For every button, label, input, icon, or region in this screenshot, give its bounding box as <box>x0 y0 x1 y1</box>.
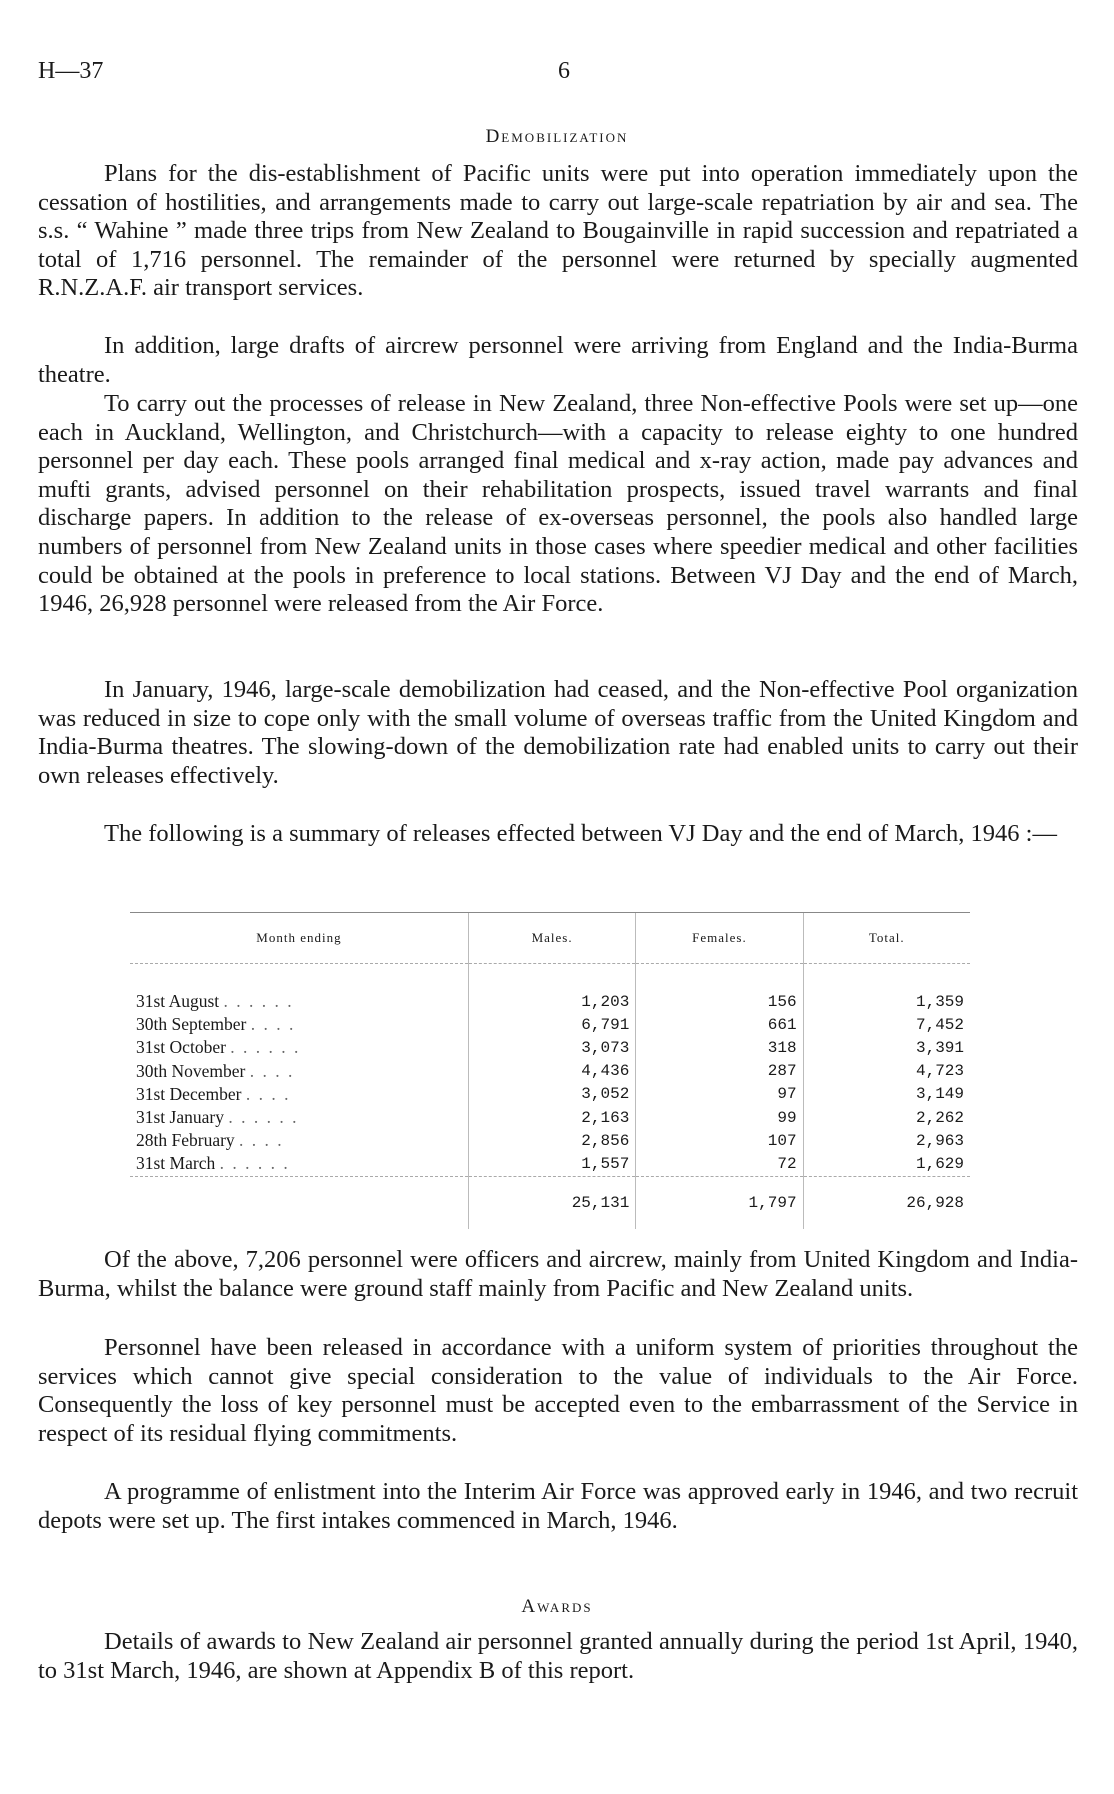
table-row <box>130 1083 970 1106</box>
table-spacer-row <box>130 964 970 991</box>
total-cell: 1,359 <box>803 990 970 1013</box>
month-cell <box>130 1060 468 1083</box>
table-row <box>130 990 970 1013</box>
section-heading-awards: Awards <box>521 1596 593 1617</box>
header-month-ending: Month ending <box>130 913 468 964</box>
month-cell <box>130 1013 468 1036</box>
month-cell <box>130 1152 468 1176</box>
females-cell: 287 <box>636 1060 803 1083</box>
females-cell: 99 <box>636 1106 803 1129</box>
leader-dots: . . . . . . <box>230 1037 301 1058</box>
males-cell: 3,073 <box>468 1036 635 1059</box>
grand-total-cell: 26,928 <box>803 1176 970 1229</box>
total-cell: 3,149 <box>803 1083 970 1106</box>
males-cell: 3,052 <box>468 1083 635 1106</box>
males-cell: 4,436 <box>468 1060 635 1083</box>
females-cell: 97 <box>636 1083 803 1106</box>
page-header <box>38 58 1078 92</box>
month-cell <box>130 1083 468 1106</box>
section-heading-demobilization: Demobilization <box>485 126 629 147</box>
table-totals-row <box>130 1176 970 1229</box>
month-label: 31st October <box>136 1037 226 1058</box>
females-cell: 156 <box>636 990 803 1013</box>
paragraph-release-priorities: Personnel have been released in accordance with a uniform system of priorities throughout the services which cannot give special consideration to the value of individuals to the Air Force. Consequently the loss of key personnel must be accepted even to the embarrassment of the Service in respect of its residual flying commitments. <box>38 1334 1078 1447</box>
header-females: Females. <box>636 913 803 964</box>
month-cell <box>130 1129 468 1152</box>
table-row <box>130 1106 970 1129</box>
table-header-row <box>130 913 970 964</box>
leader-dots: . . . . . . <box>219 1153 290 1174</box>
table-row <box>130 1036 970 1059</box>
month-label: 31st January <box>136 1107 224 1128</box>
total-cell: 1,629 <box>803 1152 970 1176</box>
month-cell <box>130 1106 468 1129</box>
males-cell: 6,791 <box>468 1013 635 1036</box>
table-row <box>130 1152 970 1176</box>
leader-dots: . . . . . . <box>223 991 294 1012</box>
month-label: 31st August <box>136 991 220 1012</box>
paragraph-pacific-repatriation: Plans for the dis-establishment of Pacific units were put into operation immediately upon the cessation of hostilities, and arrangements made to carry out large-scale repatriation by air and sea. The s.s. “ Wahine ” made three trips from New Zealand to Bougainville in rapid succession and repatriated a total of 1,716 personnel. The remainder of the personnel were returned by specially augmented R.N.Z.A.F. air transport services. <box>38 160 1078 302</box>
leader-dots: . . . . . . <box>228 1107 299 1128</box>
month-label: 31st March <box>136 1153 216 1174</box>
females-cell: 107 <box>636 1129 803 1152</box>
males-cell: 2,163 <box>468 1106 635 1129</box>
total-cell: 3,391 <box>803 1036 970 1059</box>
document-reference: H—37 <box>38 58 104 84</box>
females-cell: 318 <box>636 1036 803 1059</box>
header-total: Total. <box>803 913 970 964</box>
month-label: 31st December <box>136 1083 242 1104</box>
paragraph-non-effective-pools: To carry out the processes of release in New Zealand, three Non-effective Pools were set up—one each in Auckland, Wellington, and Christchurch—with a capacity to release eighty to one hundred personnel per day each. These pools arranged final medical and x-ray action, made pay advances and mufti grants, advised personnel on their rehabilitation prospects, issued travel warrants and final discharge papers. In addition to the release of ex-overseas personnel, the pools also handled large numbers of personnel from New Zealand units in those cases where speedier medical and other facilities could be obtained at the pools in preference to local stations. Between VJ Day and the end of March, 1946, 26,928 personnel were released from the Air Force. <box>38 390 1078 618</box>
males-total-cell: 25,131 <box>468 1176 635 1229</box>
month-label: 30th September <box>136 1014 247 1035</box>
paragraph-awards-details: Details of awards to New Zealand air personnel granted annually during the period 1st April, 1940, to 31st March, 1946, are shown at Appendix B of this report. <box>38 1628 1078 1684</box>
month-label: 28th February <box>136 1130 235 1151</box>
paragraph-interim-air-force: A programme of enlistment into the Interim Air Force was approved early in 1946, and two recruit depots were set up. The first intakes commenced in March, 1946. <box>38 1478 1078 1534</box>
males-cell: 2,856 <box>468 1129 635 1152</box>
females-cell: 72 <box>636 1152 803 1176</box>
females-total-cell: 1,797 <box>636 1176 803 1229</box>
total-cell: 2,963 <box>803 1129 970 1152</box>
table-row <box>130 1129 970 1152</box>
paragraph-officers-aircrew: Of the above, 7,206 personnel were officers and aircrew, mainly from United Kingdom and India-Burma, whilst the balance were ground staff mainly from Pacific and New Zealand units. <box>38 1246 1078 1302</box>
paragraph-aircrew-drafts: In addition, large drafts of aircrew personnel were arriving from England and the India-Burma theatre. <box>38 332 1078 388</box>
totals-label-cell <box>130 1176 468 1229</box>
table-row <box>130 1013 970 1036</box>
leader-dots: . . . . <box>249 1060 295 1081</box>
males-cell: 1,203 <box>468 990 635 1013</box>
month-cell <box>130 990 468 1013</box>
releases-summary-table <box>130 912 970 1229</box>
total-cell: 2,262 <box>803 1106 970 1129</box>
page-number: 6 <box>558 58 570 84</box>
leader-dots: . . . . <box>250 1014 296 1035</box>
leader-dots: . . . . <box>239 1130 284 1151</box>
total-cell: 4,723 <box>803 1060 970 1083</box>
males-cell: 1,557 <box>468 1152 635 1176</box>
total-cell: 7,452 <box>803 1013 970 1036</box>
month-label: 30th November <box>136 1060 246 1081</box>
leader-dots: . . . . <box>245 1083 291 1104</box>
paragraph-summary-intro: The following is a summary of releases effected between VJ Day and the end of March, 1946 :— <box>104 820 1057 847</box>
females-cell: 661 <box>636 1013 803 1036</box>
month-cell <box>130 1036 468 1059</box>
header-males: Males. <box>468 913 635 964</box>
paragraph-demobilization-ceased: In January, 1946, large-scale demobilization had ceased, and the Non-effective Pool organization was reduced in size to cope only with the small volume of overseas traffic from the United Kingdom and India-Burma theatres. The slowing-down of the demobilization rate had enabled units to carry out their own releases effectively. <box>38 676 1078 789</box>
table-row <box>130 1060 970 1083</box>
